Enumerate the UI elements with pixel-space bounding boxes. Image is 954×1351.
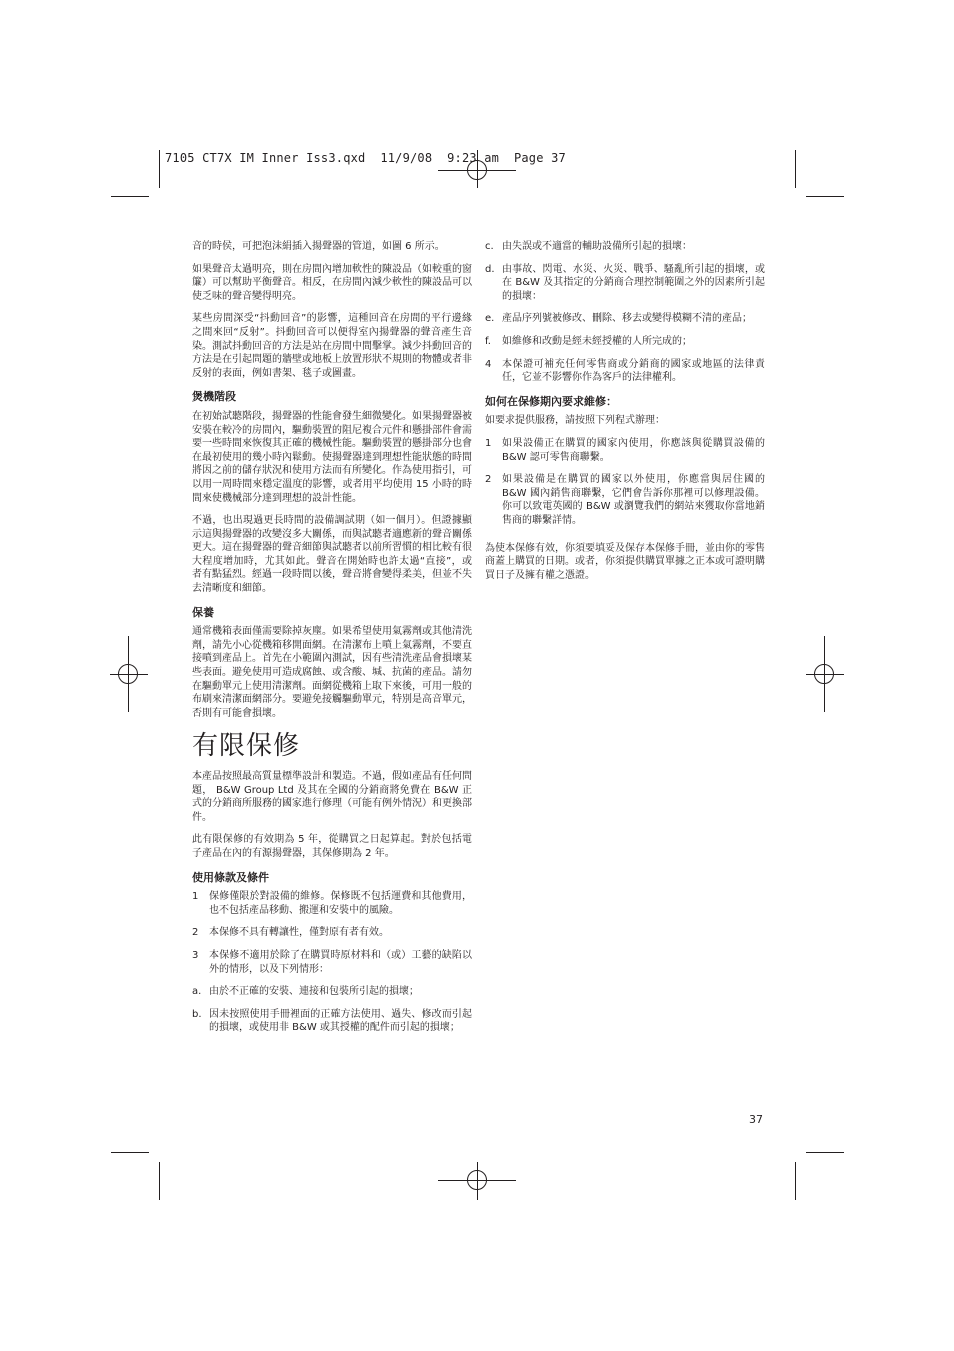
- list-item-text: 因未按照使用手冊裡面的正確方法使用、過失、修改而引起的損壞，或使用非 B&W 或其授權的配件而引起的損壞；: [209, 1008, 472, 1034]
- section-heading-breakin: 煲機階段: [192, 390, 236, 404]
- list-item-number: b.: [192, 1008, 202, 1020]
- list-item-text: 由失誤或不適當的輔助設備所引起的損壞：: [502, 241, 692, 252]
- list-item-number: d.: [485, 263, 495, 275]
- list-item: [485, 358, 765, 385]
- list-item-number: 3: [192, 949, 199, 961]
- list-item: [485, 335, 765, 349]
- paragraph: 為使本保修有效，你須要填妥及保存本保修手冊，並由你的零售商蓋上購買的日期。或者，你須提供購買單據之正本或可證明購買日子及擁有權之憑證。: [485, 542, 765, 581]
- left-column: [192, 240, 472, 1044]
- list-item: [485, 473, 765, 527]
- list-item-text: 本保修不適用於除了在購買時原材料和（或）工藝的缺陷以外的情形，以及下列情形：: [209, 949, 472, 975]
- list-item-number: e.: [485, 313, 495, 325]
- paragraph: 如果聲音太過明亮，則在房間內增加軟性的陳設品（如較重的窗簾）可以幫助平衡聲音。相反，在房間內減少軟性的陳設品可以使乏味的聲音變得明亮。: [192, 263, 472, 302]
- list-item: [192, 1008, 472, 1035]
- section-heading-claim: 如何在保修期內要求維修：: [485, 394, 617, 408]
- paragraph: 本產品按照最高質量標準設計和製造。不過，假如產品有任何問題， B&W Group Ltd 及其在全國的分銷商將免費在 B&W 正式的分銷商所服務的國家進行修理（可能有例外情況）和更換部件。: [192, 771, 472, 823]
- list-item-text: 本保修不具有轉讓性，僅對原有者有效。: [209, 927, 389, 939]
- right-column: [485, 240, 765, 591]
- page-title-warranty: 有限保修: [192, 731, 301, 762]
- paragraph: 如要求提供服務，請按照下列程式辦理：: [485, 415, 665, 427]
- list-item: [485, 240, 765, 254]
- list-item: [485, 263, 765, 304]
- crop-mark: [111, 196, 149, 197]
- section-heading-terms: 使用條款及條件: [192, 870, 269, 884]
- list-item: [192, 985, 472, 999]
- list-item-text: 由事故、閃電、水災、火災、戰爭、騷亂所引起的損壞，或在 B&W 及其指定的分銷商合理控制範圍之外的因素所引起的損壞：: [502, 263, 765, 302]
- crop-mark: [159, 150, 160, 188]
- registration-circle: [814, 664, 834, 684]
- list-item-text: 如維修和改動是經未經授權的人所完成的；: [502, 335, 692, 347]
- registration-circle: [118, 664, 138, 684]
- list-item: [192, 926, 472, 940]
- list-item-number: 1: [192, 891, 199, 903]
- crop-mark: [806, 196, 844, 197]
- list-item-number: a.: [192, 986, 202, 998]
- list-item-number: f.: [485, 335, 491, 347]
- list-item-text: 本保證可補充任何零售商或分銷商的國家或地區的法律責任，它並不影響你作為客戶的法律權利。: [502, 358, 765, 384]
- list-item-text: 由於不正確的安裝、連接和包裝所引起的損壞；: [209, 986, 419, 998]
- print-slug: 7105 CT7X IM Inner Iss3.qxd 11/9/08 9:23 am Page 37: [165, 151, 566, 165]
- crop-mark: [795, 1162, 796, 1200]
- section-heading-care: 保養: [192, 605, 214, 619]
- paragraph: 在初始試聽階段，揚聲器的性能會發生細微變化。如果揚聲器被安裝在較冷的房間內，驅動裝置的阻尼複合元件和懸掛部件會需要一些時間來恢復其正確的機械性能。驅動裝置的懸掛部分也會在最初使用的幾小時內鬆動。使揚聲器達到理想性能狀態的時間將因之前的儲存狀況和使用方法而有所變化。作為使用指引，可以用一周時間來穩定溫度的影響，或者用平均使用 15 小時的時間來使機械部分達到理想的設計性能。: [192, 410, 472, 504]
- crop-mark: [795, 150, 796, 188]
- page-number: 37: [749, 1113, 763, 1126]
- list-item-number: 4: [485, 358, 492, 370]
- registration-circle: [467, 1170, 487, 1190]
- paragraph: 音的時侯，可把泡沫絹插入揚聲器的管道，如圖 6 所示。: [192, 241, 445, 252]
- crop-mark: [806, 1152, 844, 1153]
- list-item-number: 2: [192, 927, 199, 939]
- crop-mark: [111, 1152, 149, 1153]
- list-item: [485, 312, 765, 326]
- list-item-number: c.: [485, 241, 494, 252]
- list-item-text: 如果設備正在購買的國家內使用，你應該與從購買設備的 B&W 認可零售商聯繫。: [502, 437, 765, 463]
- list-item-text: 產品序列號被修改、刪除、移去或變得模糊不清的產品；: [502, 313, 752, 325]
- list-item-number: 1: [485, 437, 492, 449]
- crop-mark: [159, 1162, 160, 1200]
- paragraph: 此有限保修的有效期為 5 年，從購買之日起算起。對於包括電子產品在內的有源揚聲器，其保修期為 2 年。: [192, 834, 472, 859]
- list-item-text: 如果設備是在購買的國家以外使用，你應當與居住國的 B&W 國內銷售商聯繫，它們會告訴你那裡可以修理設備。你可以致電英國的 B&W 或瀏覽我們的網站來獲取你當地銷售商的聯繫詳情。: [502, 474, 765, 526]
- list-item: [485, 437, 765, 464]
- list-item: [192, 949, 472, 976]
- list-item: [192, 890, 472, 917]
- paragraph: 通常機箱表面僅需要除掉灰塵。如果希望使用氣霧劑或其他清洗劑，請先小心從機箱移開面網。在清潔布上噴上氣霧劑，不要直接噴到產品上。首先在小範圍內測試，因有些清洗產品會損壞某些表面。避免使用可造成腐蝕、或含酸、堿、抗菌的產品。請勿在驅動單元上使用清潔劑。面網從機箱上取下來後，可用一般的布刷來清潔面網部分。要避免接觸驅動單元，特別是高音單元，否則有可能會損壞。: [192, 626, 472, 719]
- list-item-number: 2: [485, 474, 492, 486]
- paragraph: 某些房間深受“抖動回音”的影響，這種回音在房間的平行邊緣之間來回“反射”。抖動回音可以便得室內揚聲器的聲音產生音染。測試抖動回音的方法是站在房間中間擊掌。減少抖動回音的方法是在引起問題的牆壁或地板上放置形狀不規則的物體或者非反射的表面，例如書架、毯子或圖畫。: [192, 313, 472, 379]
- list-item-text: 保修僅限於對設備的維修。保修既不包括運費和其他費用，也不包括產品移動、搬運和安裝中的風險。: [209, 891, 472, 916]
- paragraph: 不過，也出現過更長時間的設備調試期（如一個月）。但證據顯示這與揚聲器的改變沒多大關係，而與試聽者適應新的聲音關係更大。這在揚聲器的聲音細節與試聽者以前所習慣的相比較有很大程度增加時，尤其如此。聲音在開始時也許太過“直接”，或者有點猛烈。經過一段時間以後，聲音將會變得柔美，但並不失去清晰度和細節。: [192, 515, 472, 595]
